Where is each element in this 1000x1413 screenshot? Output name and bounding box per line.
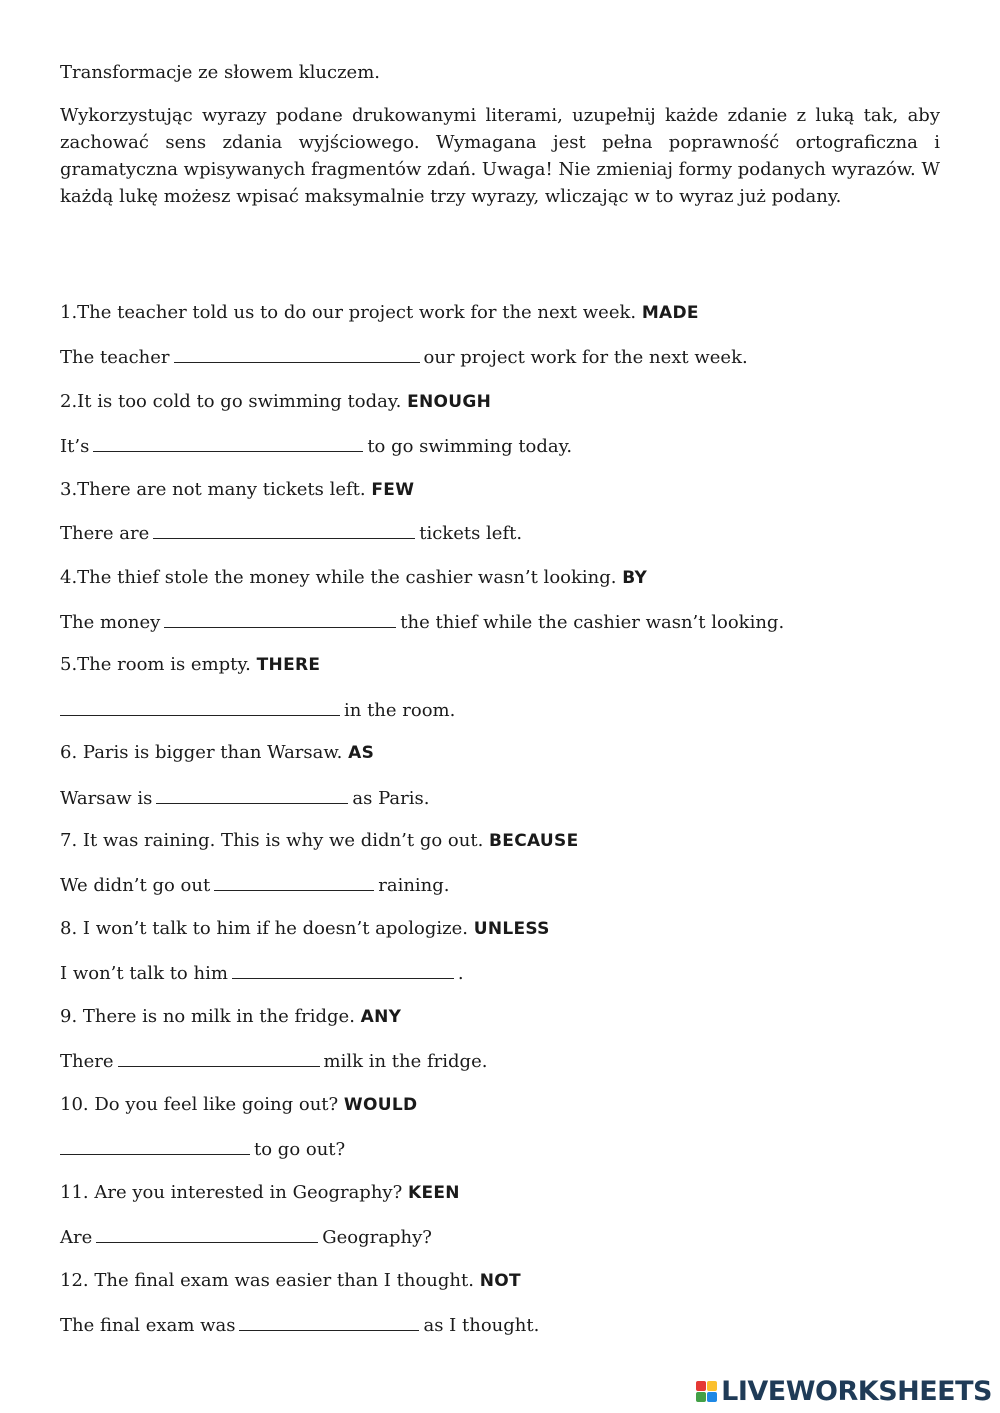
keyword: NOT [479, 1271, 521, 1291]
sentence-start: I won’t talk to him [60, 963, 228, 984]
sentence-end: the thief while the cashier wasn’t looking. [400, 612, 785, 633]
exercise-prompt [60, 1004, 401, 1030]
exercise-gap-sentence [60, 1136, 345, 1163]
prompt-text: 3.There are not many tickets left. [60, 479, 366, 500]
exercise-prompt [60, 389, 491, 415]
sentence-end: . [457, 963, 464, 984]
exercise-prompt [60, 652, 320, 678]
exercise-gap-sentence [60, 697, 455, 724]
sentence-start: We didn’t go out [60, 875, 211, 896]
prompt-text: 6. Paris is bigger than Warsaw. [60, 742, 343, 763]
answer-blank[interactable] [239, 1312, 419, 1331]
prompt-text: 12. The final exam was easier than I thought. [60, 1270, 474, 1291]
prompt-text: 2.It is too cold to go swimming today. [60, 391, 402, 412]
logo-square [696, 1381, 706, 1391]
exercise-prompt [60, 565, 647, 591]
keyword: BECAUSE [489, 831, 579, 851]
exercise-prompt [60, 916, 550, 942]
sentence-start: There [60, 1051, 114, 1072]
worksheet-title: Transformacje ze słowem kluczem. [60, 62, 380, 83]
sentence-start: There are [60, 523, 150, 544]
prompt-text: 7. It was raining. This is why we didn’t go out. [60, 830, 484, 851]
keyword: BY [622, 568, 648, 588]
answer-blank[interactable] [96, 1224, 318, 1243]
sentence-start: Warsaw is [60, 788, 153, 809]
prompt-text: 1.The teacher told us to do our project work for the next week. [60, 302, 637, 323]
exercise-prompt [60, 740, 374, 766]
keyword: ANY [360, 1007, 402, 1027]
answer-blank[interactable] [60, 697, 340, 716]
exercise-gap-sentence [60, 1048, 487, 1075]
answer-blank[interactable] [174, 344, 420, 363]
sentence-start: It’s [60, 436, 90, 457]
liveworksheets-logo-mark [696, 1381, 717, 1402]
exercise-gap-sentence [60, 1312, 539, 1339]
sentence-end: tickets left. [419, 523, 523, 544]
prompt-text: 11. Are you interested in Geography? [60, 1182, 403, 1203]
exercise-gap-sentence [60, 785, 429, 812]
exercise-prompt [60, 1092, 417, 1118]
sentence-end: as I thought. [423, 1315, 540, 1336]
answer-blank[interactable] [214, 872, 374, 891]
prompt-text: 4.The thief stole the money while the cashier wasn’t looking. [60, 567, 617, 588]
exercise-prompt [60, 828, 579, 854]
keyword: UNLESS [473, 919, 550, 939]
keyword: WOULD [343, 1095, 418, 1115]
sentence-end: in the room. [344, 700, 456, 721]
sentence-end: to go out? [254, 1139, 346, 1160]
sentence-end: raining. [378, 875, 450, 896]
answer-blank[interactable] [118, 1048, 320, 1067]
sentence-start: The money [60, 612, 161, 633]
exercise-prompt [60, 1180, 460, 1206]
keyword: ENOUGH [407, 392, 492, 412]
logo-square [707, 1392, 717, 1402]
sentence-end: our project work for the next week. [423, 347, 748, 368]
logo-square [696, 1392, 706, 1402]
liveworksheets-logo [696, 1376, 992, 1407]
exercise-gap-sentence [60, 520, 522, 547]
exercise-gap-sentence [60, 1224, 432, 1251]
sentence-end: milk in the fridge. [323, 1051, 488, 1072]
prompt-text: 9. There is no milk in the fridge. [60, 1006, 355, 1027]
keyword: FEW [371, 480, 415, 500]
exercise-gap-sentence [60, 609, 784, 636]
sentence-end: Geography? [322, 1227, 432, 1248]
answer-blank[interactable] [153, 520, 415, 539]
sentence-start: Are [60, 1227, 93, 1248]
prompt-text: 8. I won’t talk to him if he doesn’t apologize. [60, 918, 468, 939]
logo-square [707, 1381, 717, 1391]
sentence-start: The teacher [60, 347, 170, 368]
keyword: MADE [641, 303, 699, 323]
keyword: THERE [256, 655, 321, 675]
answer-blank[interactable] [156, 785, 348, 804]
sentence-start: The final exam was [60, 1315, 236, 1336]
answer-blank[interactable] [164, 609, 396, 628]
instructions-paragraph: Wykorzystując wyrazy podane drukowanymi literami, uzupełnij każde zdanie z luką tak, aby zachować sens zdania wyjściowego. Wymagana jest pełna poprawność ortograficzna i gramatyczna wpisywanych fragmentów zdań. Uwaga! Nie zmieniaj formy podanych wyrazów. W każdą lukę możesz wpisać maksymalnie trzy wyrazy, wliczając w to wyraz już podany. [60, 105, 940, 207]
exercise-gap-sentence [60, 344, 748, 371]
keyword: KEEN [407, 1183, 460, 1203]
logo-text: LIVEWORKSHEETS [721, 1376, 992, 1407]
prompt-text: 5.The room is empty. [60, 654, 251, 675]
sentence-end: as Paris. [352, 788, 430, 809]
exercise-gap-sentence [60, 872, 450, 899]
answer-blank[interactable] [232, 960, 454, 979]
exercise-prompt [60, 300, 699, 326]
sentence-end: to go swimming today. [367, 436, 573, 457]
keyword: AS [348, 743, 375, 763]
exercise-gap-sentence [60, 960, 464, 987]
exercise-prompt [60, 1268, 521, 1294]
answer-blank[interactable] [60, 1136, 250, 1155]
exercise-prompt [60, 477, 414, 503]
prompt-text: 10. Do you feel like going out? [60, 1094, 339, 1115]
answer-blank[interactable] [93, 433, 363, 452]
exercise-gap-sentence [60, 433, 572, 460]
